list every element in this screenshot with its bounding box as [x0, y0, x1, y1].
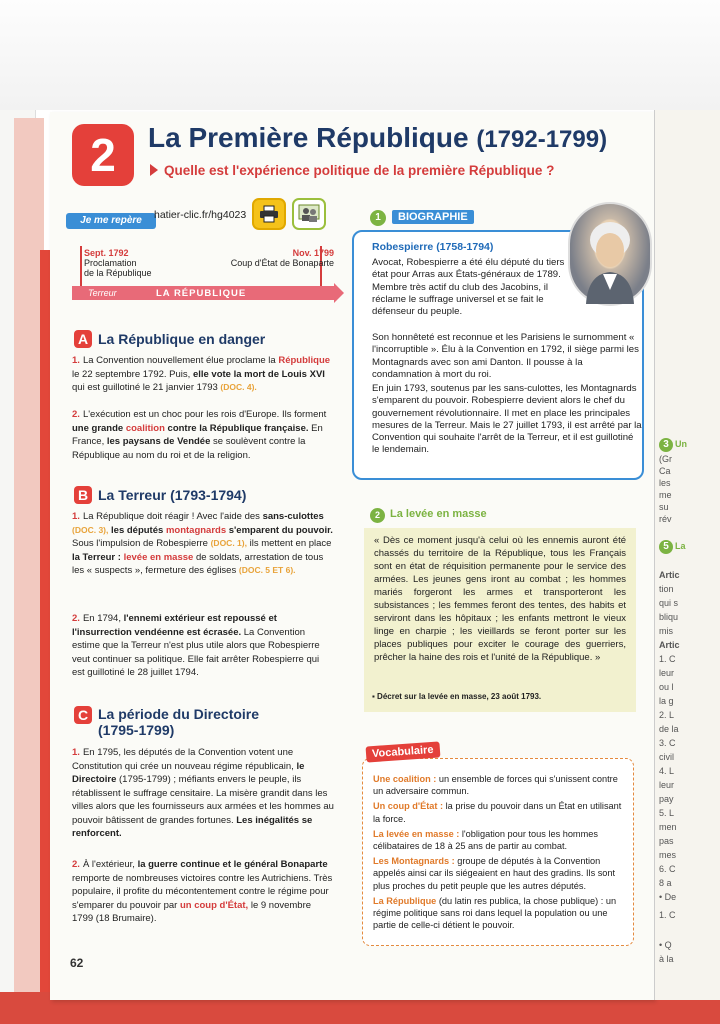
right-text: 3. C	[659, 738, 676, 748]
section-title: La République en danger	[98, 331, 266, 347]
timeline-republique-label: LA RÉPUBLIQUE	[156, 288, 247, 299]
printer-icon[interactable]	[252, 198, 286, 230]
right-text: rév	[659, 514, 672, 524]
right-text: 5. L	[659, 808, 675, 818]
right-text: tion	[659, 584, 674, 594]
levee-source: ▪ Décret sur la levée en masse, 23 août 1793.	[372, 692, 542, 701]
vocabulary-tag: Vocabulaire	[366, 741, 440, 762]
highlight: coalition	[125, 422, 165, 434]
vocab-definition: groupe de députés à la Convention appelés ainsi car ils siégeaient en haut des gradins. Ils sont plus proches du petit peuple que les autres députés.	[373, 856, 616, 891]
right-text: • De	[659, 892, 677, 902]
page-number: 62	[70, 956, 84, 970]
highlight: République	[278, 355, 331, 366]
timeline-end-event: Coup d'État de Bonaparte	[230, 258, 334, 268]
section-letter: B	[74, 486, 92, 504]
right-text: men	[659, 822, 677, 832]
timeline-terreur-label: Terreur	[88, 288, 117, 298]
right-text: pay	[659, 794, 674, 804]
section-a-paragraph-2: 2. L'exécution est un choc pour les rois d'Europe. Ils forment une grande coalition contre la République française. En France, les paysans de Vendée se soulèvent contre la République au nom du roi et de la religion.	[72, 409, 327, 461]
right-text: 6. C	[659, 864, 676, 874]
right-doc-number: 5	[659, 540, 673, 554]
right-text: 4. L	[659, 766, 675, 776]
vocab-term: La levée en masse :	[373, 828, 460, 839]
right-text: • Q	[659, 940, 672, 950]
text: ils mettent en place	[249, 538, 332, 549]
right-text: de la	[659, 724, 679, 734]
chapter-number: 2	[72, 124, 134, 186]
vocab-term: La République	[373, 895, 437, 906]
text: qui est guillotiné le 21 janvier 1793	[72, 382, 218, 393]
vocab-term: Un coup d'État :	[373, 801, 444, 812]
text: En 1794,	[82, 613, 121, 624]
section-c-paragraph-2: 2. À l'extérieur, la guerre continue et le général Bonaparte remporte de nombreuses victoires contre les Autrichiens. Très populaire, il profite du mécontentement contre le régime pour s'emparer du pouvoir par un coup d'État, le 9 novembre 1799 (18 Brumaire).	[72, 859, 333, 924]
right-text: leur	[659, 668, 675, 678]
section-b-paragraph-1: 1. La République doit réagir ! Avec l'aide des sans-culottes (DOC. 3), les députés montagnards s'emparent du pouvoir. Sous l'impulsion de Robespierre (DOC. 1), ils mettent en place la Terreur : levée en masse de soldats, arrestation de tous les « suspects », fermeture des églises (DOC. 5 ET 6).	[72, 511, 333, 576]
vocab-term: Les Montagnards :	[373, 856, 455, 867]
biography-tag: BIOGRAPHIE	[392, 210, 474, 224]
people-icon[interactable]	[292, 198, 326, 230]
bold-text: s'emparent du pouvoir.	[228, 524, 333, 536]
scan-background	[0, 0, 720, 110]
right-text: Artic	[659, 640, 680, 650]
doc-reference[interactable]: (DOC. 4).	[220, 382, 257, 392]
bold-text: l'ennemi extérieur est repoussé et l'insurrection vendéenne est écrasée.	[72, 613, 277, 638]
section-b-paragraph-2: 2. En 1794, l'ennemi extérieur est repoussé et l'insurrection vendéenne est écrasée. La Convention estime que la Terreur n'est plus utile alors que Robespierre veut continuer sa politique. Elle fait arrêter Robespierre qui est guillotiné le 28 juillet 1794.	[72, 613, 320, 678]
chapter-question-text: Quelle est l'expérience politique de la première République ?	[164, 163, 555, 178]
right-text: (Gr	[659, 454, 672, 464]
chapter-title-text: La Première République	[148, 122, 469, 153]
text: le 9 novembre 1799 (18 Brumaire).	[72, 899, 312, 924]
bold-text: une grande	[72, 422, 124, 434]
bold-text: le Directoire	[72, 760, 305, 785]
text: La République doit réagir ! Avec l'aide des	[82, 511, 260, 522]
right-doc-number: 3	[659, 438, 673, 452]
text: (1795-1799) ; méfiants envers le peuple, ils rétablissent le suffrage censitaire. La misère grandit dans les villes alors que les fournisseurs aux armées et les hommes au pouvoir bâtissent de grandes fortunes.	[72, 774, 334, 826]
right-text: qui s	[659, 598, 679, 608]
right-text: Ca	[659, 466, 671, 476]
text: Sous l'impulsion de Robespierre	[72, 538, 208, 549]
right-doc-title: La	[675, 541, 686, 551]
right-text: les	[659, 478, 671, 488]
right-text: leur	[659, 780, 675, 790]
bold-text: contre la République française.	[167, 422, 309, 434]
section-title-line2: (1795-1799)	[98, 722, 175, 738]
text: En 1795, les députés de la Convention votent une Constitution qui crée un nouveau régime républicain,	[72, 747, 294, 772]
doc-reference[interactable]: (DOC. 1),	[210, 538, 247, 548]
right-text: mes	[659, 850, 677, 860]
right-text: à la	[659, 954, 674, 964]
section-title: La Terreur (1793-1794)	[98, 487, 247, 503]
section-letter: C	[74, 706, 92, 724]
bold-text: Les inégalités se renforcent.	[72, 814, 313, 839]
text: de soldats, arrestation de tous les « suspects », fermeture des églises	[72, 551, 324, 576]
right-text: Artic	[659, 570, 680, 580]
section-c-paragraph-1: 1. En 1795, les députés de la Convention votent une Constitution qui crée un nouveau régime républicain, le Directoire (1795-1799) ; méfiants envers le peuple, ils rétablissent le suffrage censitaire. La misère grandit dans les villes alors que les fournisseurs aux armées et les hommes au pouvoir bâtissent de grandes fortunes. Les inégalités se renforcent.	[72, 747, 334, 839]
text: remporte de nombreuses victoires contre les Autrichiens. Très populaire, il profite du mécontentement contre le régime pour s'emparer du pouvoir par	[72, 872, 333, 911]
text: se soulèvent contre la République au nom du roi et de la religion.	[72, 436, 306, 461]
right-text: civil	[659, 752, 674, 762]
biography-paragraph-3: En juin 1793, soutenus par les sans-culottes, les Montagnards s'emparent du pouvoir. Robespierre devient alors le chef du gouvernement révolutionnaire. Il met en place les principales mesures de la Terreur. Mais le 27 juillet 1793, il est arrêté par la Convention qui souhaite l'arrêt de la Terreur, et il est guillotiné le lendemain.	[372, 383, 642, 456]
section-title	[98, 706, 259, 738]
text: À l'extérieur,	[82, 859, 135, 870]
text: le 22 septembre 1792. Puis,	[72, 368, 191, 380]
right-text: 2. L	[659, 710, 675, 720]
bold-text: les députés	[111, 524, 164, 536]
vocab-definition: la prise du pouvoir dans un État en utilisant la force.	[373, 801, 622, 824]
bold-text: la guerre continue et le général Bonaparte	[137, 859, 328, 870]
highlight: un coup d'État,	[179, 899, 249, 911]
right-text: mis	[659, 626, 673, 636]
timeline-start-event-2: de la République	[84, 268, 152, 278]
text: La Convention estime que la Terreur n'est plus utile alors que Robespierre veut continuer sa politique. Elle fait arrêter Robespierre qui est guillotiné le 28 juillet 1794.	[72, 626, 320, 678]
section-c-heading	[74, 706, 259, 738]
doc-number-badge: 2	[370, 508, 385, 523]
biography-paragraph-1: Avocat, Robespierre a été élu député du tiers état pour Arras aux États-généraux de 1789. Membre très actif du club des Jacobins, il réclame le suffrage universel et se fait le défenseur du peuple.	[372, 257, 565, 318]
timeline-end-date: Nov. 1799	[292, 248, 334, 258]
bold-text: les paysans de Vendée	[106, 436, 211, 447]
timeline	[72, 244, 340, 306]
right-text: bliqu	[659, 612, 679, 622]
right-page-fragment	[654, 110, 720, 1000]
timeline-start-event: Proclamation	[84, 258, 137, 268]
vocab-entry	[373, 895, 625, 932]
right-text: 1. C	[659, 910, 676, 920]
bold-text: elle vote la mort de Louis XVI	[192, 368, 325, 380]
bold-text: sans-culottes	[262, 511, 324, 522]
right-text: 8 a	[659, 878, 672, 888]
levee-quote: « Dès ce moment jusqu'à celui où les ennemis auront été chassés du territoire de la République, tous les Français sont en état de réquisition permanente pour le service des armées. Les jeunes gens iront au combat ; les hommes mariés forgeront les armes et transporteront les subsistances ; les femmes feront des tentes, des habits et serviront dans les hôpitaux ; les enfants mettront le vieux linge en charpie ; les vieillards se feront porter sur les places publiques pour exciter le courage des guerriers, prêcher la haine des rois et l'unité de la République. »	[374, 535, 626, 663]
triangle-bullet-icon	[150, 164, 158, 176]
vocab-definition: l'obligation pour tous les hommes célibataires de 18 à 25 ans de partir au combat.	[373, 828, 598, 852]
section-a-paragraph-1: 1. La Convention nouvellement élue proclame la République le 22 septembre 1792. Puis, elle vote la mort de Louis XVI qui est guillotiné le 21 janvier 1793 (DOC. 4).	[72, 355, 331, 393]
section-b-heading	[74, 486, 246, 504]
je-me-repere-tag: Je me repère	[66, 213, 156, 229]
chapter-question	[150, 163, 554, 178]
right-text: ou l	[659, 682, 674, 692]
vocab-definition: (du latin res publica, la chose publique) : un régime politique sans roi dans lequel la population ou une partie de celle-ci détient le pouvoir.	[373, 895, 617, 931]
right-text: la g	[659, 696, 674, 706]
vocabulary-box	[362, 758, 634, 946]
chapter-years: (1792-1799)	[476, 126, 608, 153]
text: En France,	[72, 422, 323, 447]
biography-paragraph-2: Son honnêteté est reconnue et les Parisiens le surnomment « l'incorruptible ». Élu à la Convention en 1792, il siège parmi les Montagnards avec son ami Danton. Il pousse à la condamnation à mort du roi.	[372, 332, 639, 380]
right-doc-title: Un	[675, 439, 687, 449]
levee-title: La levée en masse	[390, 508, 487, 520]
timeline-end-label	[192, 248, 334, 268]
robespierre-portrait	[568, 202, 652, 306]
timeline-start-date: Sept. 1792	[84, 248, 129, 258]
right-text: 1. C	[659, 654, 676, 664]
highlight: montagnards	[165, 524, 227, 536]
vocab-entry	[373, 855, 625, 892]
vocab-entry	[373, 828, 625, 852]
hatier-link[interactable]: hatier-clic.fr/hg4023	[154, 209, 247, 221]
highlight: levée en masse	[123, 551, 194, 563]
levee-quote-box	[364, 528, 636, 712]
right-text: su	[659, 502, 669, 512]
section-title-line1: La période du Directoire	[98, 706, 260, 722]
vocab-definition: un ensemble de forces qui s'unissent contre un adversaire commun.	[373, 774, 618, 797]
doc-number-badge: 1	[370, 210, 386, 226]
right-text: me	[659, 490, 672, 500]
section-a-heading	[74, 330, 265, 348]
vocab-entry	[373, 773, 625, 797]
biography-name: Robespierre (1758-1794)	[372, 241, 494, 253]
bold-text: la Terreur :	[72, 551, 121, 563]
chapter-title	[148, 122, 607, 154]
doc-reference[interactable]: (DOC. 5 ET 6).	[238, 565, 296, 575]
vocab-entry	[373, 800, 625, 824]
timeline-start-label	[84, 248, 152, 278]
text: L'exécution est un choc pour les rois d'Europe. Ils forment	[82, 409, 327, 420]
doc-reference[interactable]: (DOC. 3),	[72, 524, 109, 535]
section-letter: A	[74, 330, 92, 348]
timeline-bar	[72, 286, 334, 300]
text: La Convention nouvellement élue proclame la	[82, 355, 276, 366]
vocab-term: Une coalition :	[373, 774, 437, 784]
right-text: pas	[659, 836, 674, 846]
